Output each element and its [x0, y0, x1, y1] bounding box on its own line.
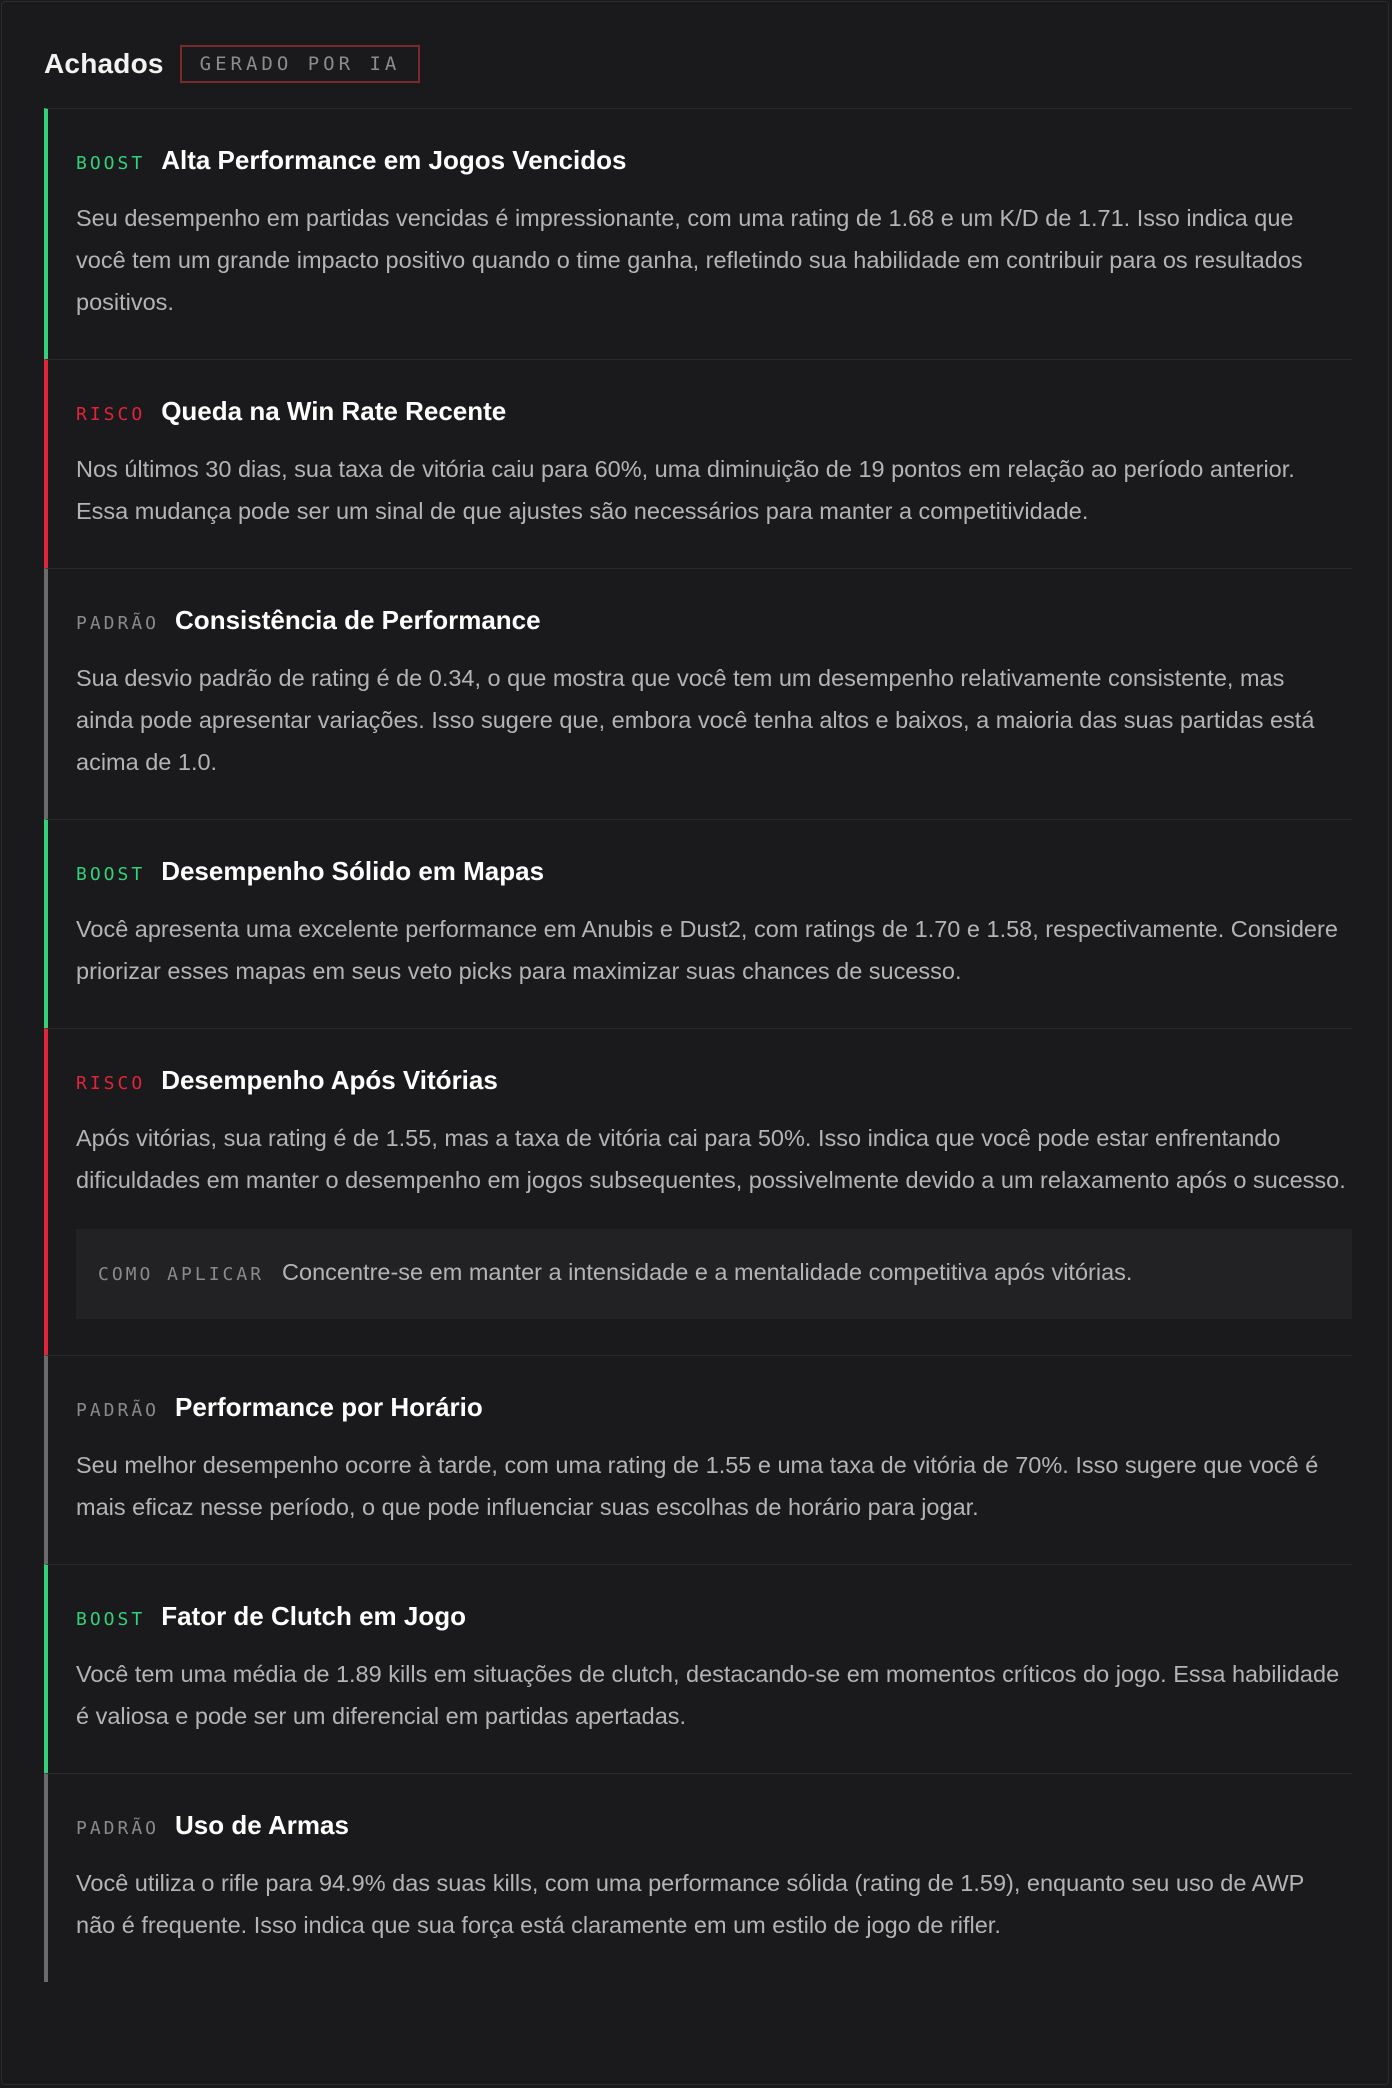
finding-description: Seu desempenho em partidas vencidas é impressionante, com uma rating de 1.68 e um K/D de 1.71. Isso indica que você tem um grande impacto positivo quando o time ganha, refletindo sua habilidade em contribuir para os resultados positivos. [76, 205, 1303, 315]
finding-tag: PADRÃO [76, 613, 160, 634]
finding-card [44, 1773, 1352, 1982]
finding-title: Performance por Horário [175, 1392, 483, 1422]
finding-title: Consistência de Performance [175, 605, 541, 635]
finding-card [44, 108, 1352, 359]
findings-panel [1, 1, 1389, 2085]
finding-header [76, 1810, 1352, 1844]
finding-description: Você apresenta uma excelente performance em Anubis e Dust2, com ratings de 1.70 e 1.58, respectivamente. Considere priorizar esses mapas em seus veto picks para maximizar suas chances de sucesso. [76, 916, 1338, 984]
how-to-apply-box [76, 1229, 1352, 1319]
finding-tag: PADRÃO [76, 1818, 160, 1839]
finding-card [44, 1028, 1352, 1355]
finding-tag: BOOST [76, 153, 146, 174]
finding-tag: BOOST [76, 1609, 146, 1630]
findings-list [44, 108, 1352, 1982]
finding-title: Desempenho Sólido em Mapas [161, 856, 545, 886]
finding-title: Desempenho Após Vitórias [161, 1065, 498, 1095]
finding-description: Seu melhor desempenho ocorre à tarde, com uma rating de 1.55 e uma taxa de vitória de 70%. Isso sugere que você é mais eficaz nesse período, o que pode influenciar suas escolhas de horário para jogar. [76, 1452, 1319, 1520]
finding-header [76, 145, 1352, 179]
finding-header [76, 856, 1352, 890]
finding-card [44, 1564, 1352, 1773]
finding-header [76, 1065, 1352, 1099]
finding-description: Nos últimos 30 dias, sua taxa de vitória caiu para 60%, uma diminuição de 19 pontos em relação ao período anterior. Essa mudança pode ser um sinal de que ajustes são necessários para manter a competitividade. [76, 456, 1295, 524]
finding-header [76, 605, 1352, 639]
how-to-apply-text: Concentre-se em manter a intensidade e a mentalidade competitiva após vitórias. [282, 1259, 1133, 1285]
finding-tag: RISCO [76, 404, 146, 425]
finding-header [76, 1601, 1352, 1635]
finding-card [44, 359, 1352, 568]
finding-title: Fator de Clutch em Jogo [161, 1601, 466, 1631]
finding-title: Queda na Win Rate Recente [161, 396, 507, 426]
how-to-apply-label: COMO APLICAR [98, 1264, 265, 1285]
finding-description: Sua desvio padrão de rating é de 0.34, o que mostra que você tem um desempenho relativamente consistente, mas ainda pode apresentar variações. Isso sugere que, embora você tenha altos e baixos, a maioria das suas partidas está acima de 1.0. [76, 665, 1315, 775]
finding-card [44, 1355, 1352, 1564]
finding-card [44, 819, 1352, 1028]
finding-header [76, 1392, 1352, 1426]
finding-header [76, 396, 1352, 430]
finding-title: Alta Performance em Jogos Vencidos [161, 145, 627, 175]
finding-title: Uso de Armas [175, 1810, 349, 1840]
panel-header [44, 44, 420, 84]
finding-tag: BOOST [76, 864, 146, 885]
panel-title: Achados [44, 48, 164, 79]
ai-generated-badge: GERADO POR IA [180, 45, 421, 83]
finding-card [44, 568, 1352, 819]
finding-description: Você tem uma média de 1.89 kills em situações de clutch, destacando-se em momentos críticos do jogo. Essa habilidade é valiosa e pode ser um diferencial em partidas apertadas. [76, 1661, 1340, 1729]
finding-description: Após vitórias, sua rating é de 1.55, mas a taxa de vitória cai para 50%. Isso indica que você pode estar enfrentando dificuldades em manter o desempenho em jogos subsequentes, possivelmente devido a um relaxamento após o sucesso. [76, 1125, 1346, 1193]
finding-tag: RISCO [76, 1073, 146, 1094]
finding-tag: PADRÃO [76, 1400, 160, 1421]
finding-description: Você utiliza o rifle para 94.9% das suas kills, com uma performance sólida (rating de 1.59), enquanto seu uso de AWP não é frequente. Isso indica que sua força está claramente em um estilo de jogo de rifler. [76, 1870, 1304, 1938]
